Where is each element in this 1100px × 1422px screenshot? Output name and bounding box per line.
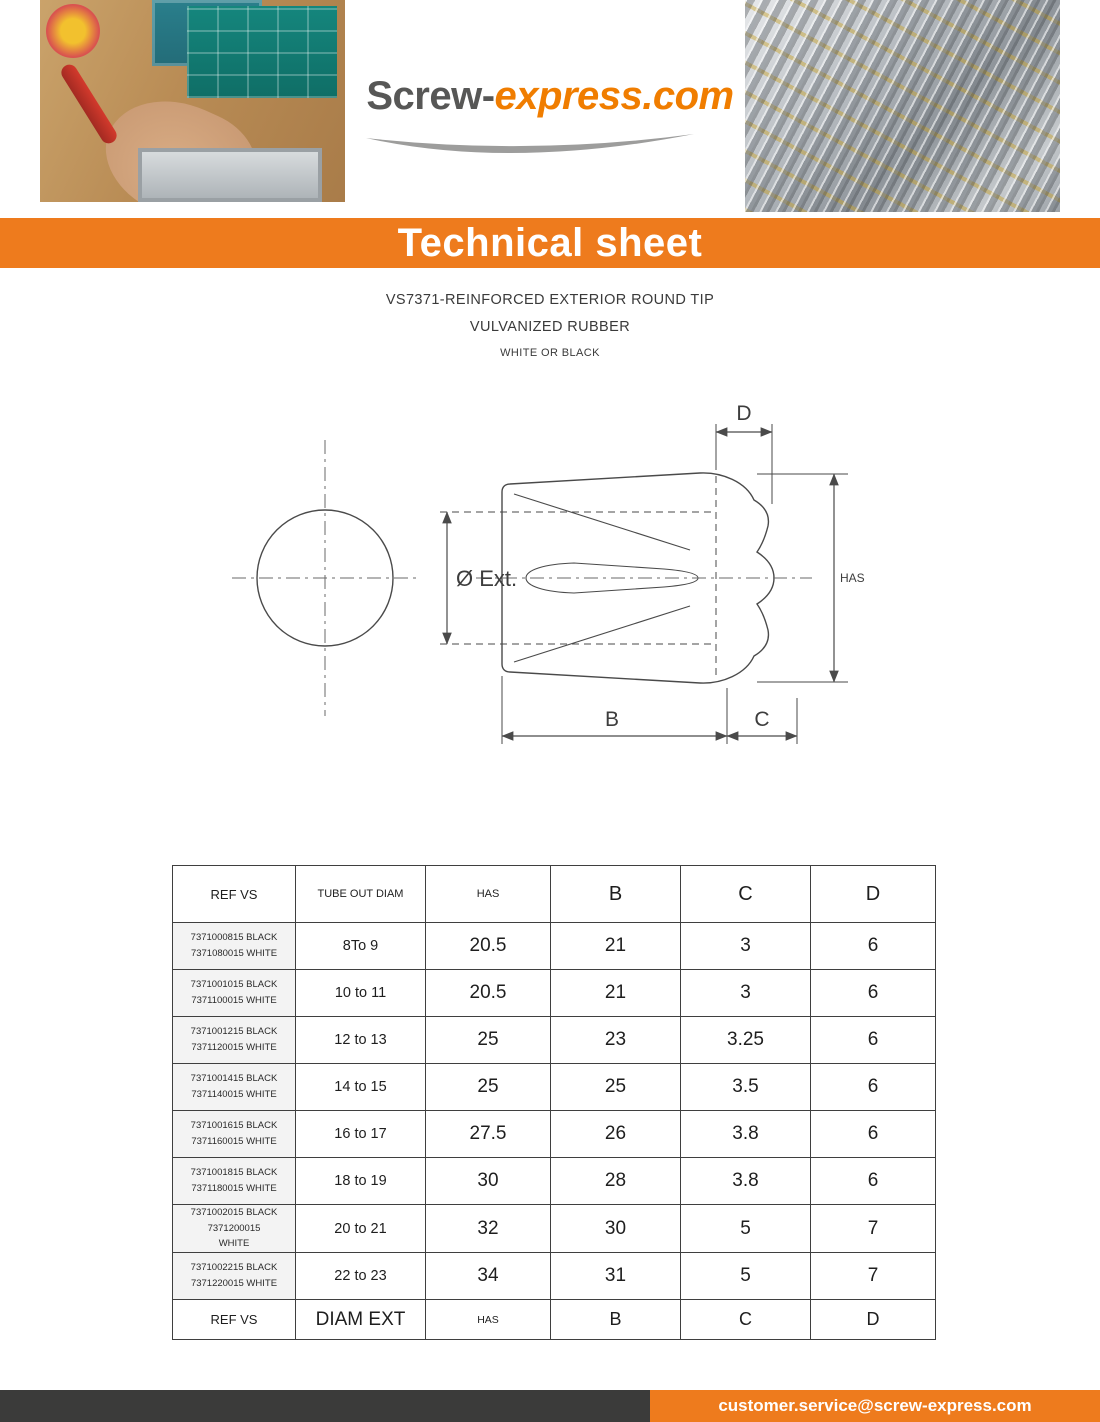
c-cell: 3.25 [681, 1017, 811, 1064]
header-photo-workbench [40, 0, 345, 202]
b-cell: 28 [551, 1158, 681, 1205]
table-row [173, 1064, 936, 1111]
product-subtitle: VULVANIZED RUBBER [469, 319, 631, 335]
footer-has: HAS [426, 1300, 551, 1340]
product-color-note: WHITE OR BLACK [500, 347, 600, 359]
has-cell: 34 [426, 1253, 551, 1300]
tube-cell: 18 to 19 [296, 1158, 426, 1205]
ref-cell: 7371001015 BLACK 7371100015 WHITE [173, 970, 296, 1017]
ref-cell: 7371001415 BLACK 7371140015 WHITE [173, 1064, 296, 1111]
table-row [173, 1017, 936, 1064]
b-cell: 21 [551, 923, 681, 970]
has-cell: 25 [426, 1017, 551, 1064]
b-cell: 21 [551, 970, 681, 1017]
footer-diam: DIAM EXT [296, 1300, 426, 1340]
d-cell: 6 [811, 1158, 936, 1205]
logo-suffix: express.com [494, 74, 734, 118]
header-photo-screws [745, 0, 1060, 212]
has-cell: 20.5 [426, 970, 551, 1017]
header-tube: TUBE OUT DIAM [296, 866, 426, 923]
banner-title: Technical sheet [0, 218, 1100, 268]
table-row [173, 923, 936, 970]
c-cell: 3.8 [681, 1111, 811, 1158]
d-cell: 7 [811, 1205, 936, 1253]
b-label: B [604, 708, 620, 731]
header-b: B [551, 866, 681, 923]
d-cell: 6 [811, 1017, 936, 1064]
spec-table-body [173, 923, 936, 1300]
b-cell: 30 [551, 1205, 681, 1253]
c-cell: 3 [681, 923, 811, 970]
d-cell: 6 [811, 970, 936, 1017]
c-cell: 3 [681, 970, 811, 1017]
ref-cell: 7371001615 BLACK 7371160015 WHITE [173, 1111, 296, 1158]
c-cell: 5 [681, 1205, 811, 1253]
table-header-row [173, 866, 936, 923]
footer-dark-segment [0, 1390, 650, 1422]
d-cell: 6 [811, 923, 936, 970]
footer-ref: REF VS [173, 1300, 296, 1340]
table-row [173, 1158, 936, 1205]
ref-cell: 7371001815 BLACK 7371180015 WHITE [173, 1158, 296, 1205]
tape-measure-decor [46, 4, 100, 58]
metal-tray-decor [138, 148, 322, 202]
diameter-label: Ø Ext. [456, 566, 518, 591]
c-cell: 3.5 [681, 1064, 811, 1111]
c-label: C [754, 708, 770, 731]
tube-cell: 20 to 21 [296, 1205, 426, 1253]
d-cell: 7 [811, 1253, 936, 1300]
logo [350, 74, 750, 119]
tube-cell: 22 to 23 [296, 1253, 426, 1300]
logo-prefix: Screw- [366, 74, 495, 118]
footer-email[interactable]: customer.service@screw-express.com [650, 1390, 1100, 1422]
footer-c: C [681, 1300, 811, 1340]
logo-swoosh [360, 130, 700, 164]
header-has: HAS [426, 866, 551, 923]
table-footer-row [173, 1300, 936, 1340]
has-label: HAS [840, 571, 865, 585]
footer-b: B [551, 1300, 681, 1340]
tube-cell: 12 to 13 [296, 1017, 426, 1064]
footer-d: D [811, 1300, 936, 1340]
logo-text [350, 74, 750, 119]
tube-cell: 10 to 11 [296, 970, 426, 1017]
ref-cell: 7371002015 BLACK 7371200015 WHITE [173, 1205, 296, 1253]
b-cell: 23 [551, 1017, 681, 1064]
c-cell: 5 [681, 1253, 811, 1300]
tube-cell: 16 to 17 [296, 1111, 426, 1158]
teal-organizer-decor [187, 6, 337, 98]
ref-cell: 7371001215 BLACK 7371120015 WHITE [173, 1017, 296, 1064]
has-cell: 30 [426, 1158, 551, 1205]
tube-cell: 8To 9 [296, 923, 426, 970]
b-cell: 31 [551, 1253, 681, 1300]
c-cell: 3.8 [681, 1158, 811, 1205]
has-cell: 25 [426, 1064, 551, 1111]
footer-bar [0, 1390, 1100, 1422]
header-d: D [811, 866, 936, 923]
d-label: D [736, 402, 752, 425]
d-cell: 6 [811, 1064, 936, 1111]
has-cell: 32 [426, 1205, 551, 1253]
d-cell: 6 [811, 1111, 936, 1158]
has-cell: 27.5 [426, 1111, 551, 1158]
table-row [173, 1111, 936, 1158]
table-row [173, 970, 936, 1017]
header-c: C [681, 866, 811, 923]
b-cell: 26 [551, 1111, 681, 1158]
header-ref: REF VS [173, 866, 296, 923]
b-cell: 25 [551, 1064, 681, 1111]
table-row [173, 1253, 936, 1300]
table-row [173, 1205, 936, 1253]
screwdriver-decor [58, 62, 119, 147]
spec-table [172, 865, 936, 1340]
ref-cell: 7371000815 BLACK 7371080015 WHITE [173, 923, 296, 970]
product-title: VS7371-REINFORCED EXTERIOR ROUND TIP [385, 292, 715, 308]
technical-drawing [0, 400, 1100, 800]
ref-cell: 7371002215 BLACK 7371220015 WHITE [173, 1253, 296, 1300]
has-cell: 20.5 [426, 923, 551, 970]
tube-cell: 14 to 15 [296, 1064, 426, 1111]
